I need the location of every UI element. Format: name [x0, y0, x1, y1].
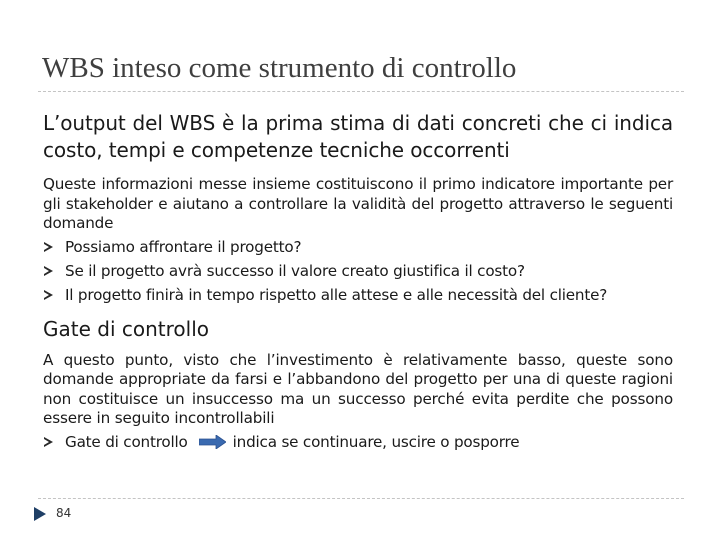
section-paragraph: A questo punto, visto che l’investimento è relativamente basso, queste sono domande appropriate da farsi e l’abbandono del progetto per una di queste ragioni non costituisce un insuccesso ma un successo perché evita perdite che possono essere in seguito incontrollabili [43, 350, 673, 427]
lead-paragraph: L’output del WBS è la prima stima di dati concreti che ci indica costo, tempi e competenze tecniche occorrenti [43, 111, 673, 162]
gate-description: indica se continuare, uscire o posporre [232, 432, 520, 451]
question-text: Se il progetto avrà successo il valore creato giustifica il costo? [65, 261, 525, 280]
gate-label: Gate di controllo [65, 432, 188, 451]
slide-content [43, 110, 673, 453]
question-text: Possiamo affrontare il progetto? [65, 237, 302, 256]
list-item [43, 285, 673, 306]
bullet-arrow-icon [44, 266, 53, 276]
bullet-arrow-icon [44, 290, 53, 300]
list-item [43, 261, 673, 282]
question-list [43, 237, 673, 306]
section-heading: Gate di controllo [43, 316, 209, 341]
bullet-arrow-icon [44, 242, 53, 252]
footer-triangle-icon [34, 507, 46, 521]
title-divider [38, 91, 684, 92]
intro-paragraph: Queste informazioni messe insieme costituiscono il primo indicatore importante per gli stakeholder e aiutano a controllare la validità del progetto attraverso le seguenti domande [43, 175, 673, 232]
right-arrow-icon [199, 435, 226, 449]
list-item [43, 432, 673, 453]
gate-list [43, 432, 673, 453]
list-item [43, 237, 673, 258]
question-text: Il progetto finirà in tempo rispetto alle attese e alle necessità del cliente? [65, 285, 608, 304]
bullet-arrow-icon [44, 437, 53, 447]
slide-title: WBS inteso come strumento di controllo [42, 52, 517, 84]
footer-divider [38, 498, 684, 499]
page-number: 84 [56, 506, 72, 520]
